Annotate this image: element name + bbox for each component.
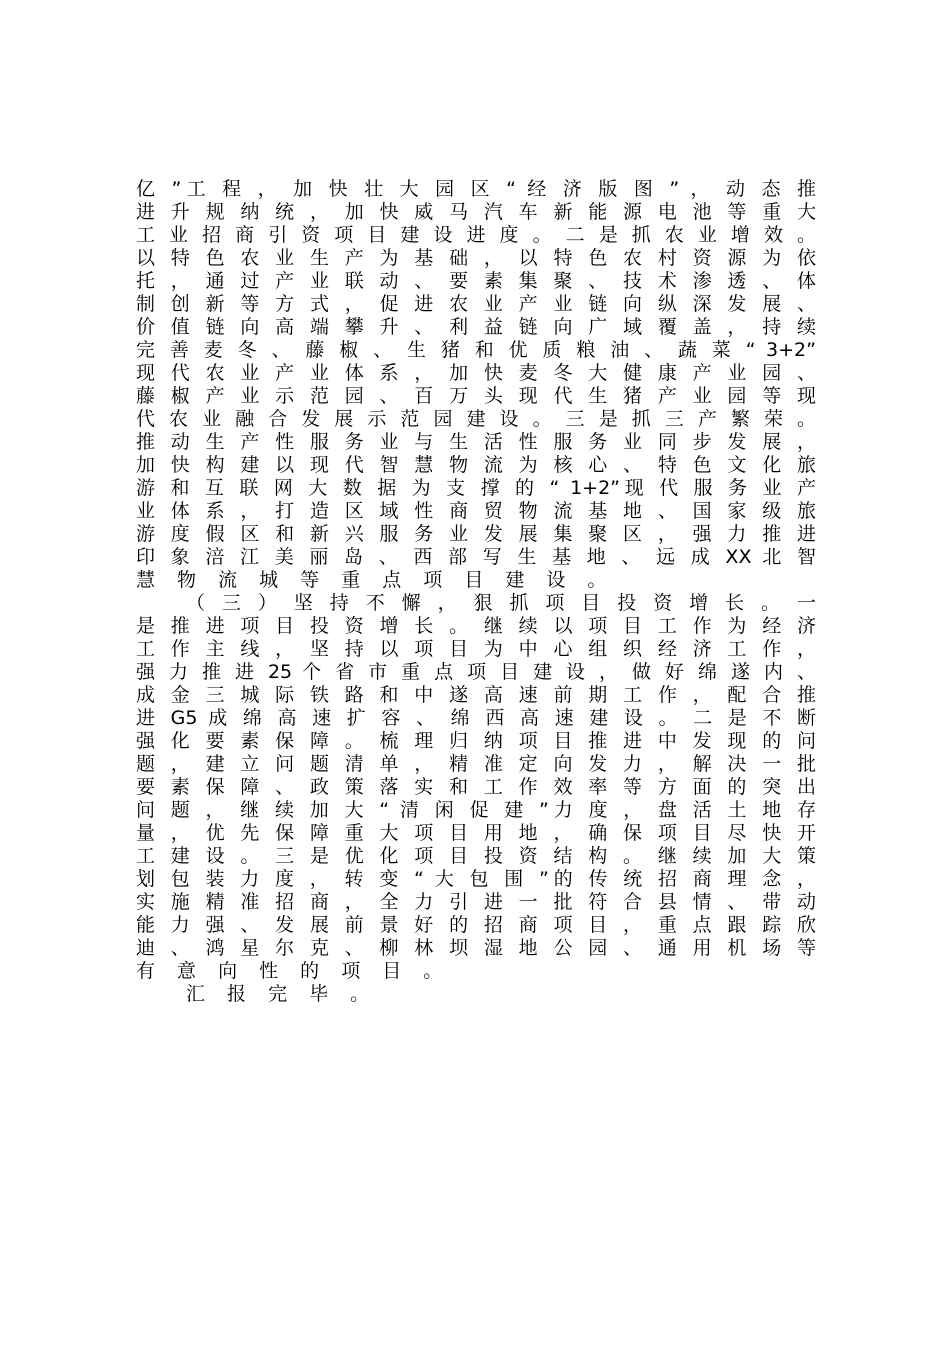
text-line: 推 动 生 产 性 服 务 业 与 生 活 性 服 务 业 同 步 发 展 ， xyxy=(136,431,816,453)
text-line-paragraph-end: 慧 物 流 城 等 重 点 项 目 建 设 。 xyxy=(136,569,615,591)
text-line: 要 素 保 障 、 政 策 落 实 和 工 作 效 率 等 方 面 的 突 出 xyxy=(136,776,816,798)
text-line: 代 农 业 融 合 发 展 示 范 园 建 设 。 三 是 抓 三 产 繁 荣 。 xyxy=(136,408,816,430)
text-line: 强 力 推 进 25 个 省 市 重 点 项 目 建 设 ， 做 好 绵 遂 内 、 xyxy=(136,661,816,683)
text-line: 工 建 设 。 三 是 优 化 项 目 投 资 结 构 。 继 续 加 大 策 xyxy=(136,845,816,867)
text-line: 能 力 强 、 发 展 前 景 好 的 招 商 项 目 ， 重 点 跟 踪 欣 xyxy=(136,914,816,936)
text-line: 量 ， 优 先 保 障 重 大 项 目 用 地 ， 确 保 项 目 尽 快 开 xyxy=(136,822,816,844)
text-line: 实 施 精 准 招 商 ， 全 力 引 进 一 批 符 合 县 情 、 带 动 xyxy=(136,891,816,913)
closing-line: 汇 报 完 毕 。 xyxy=(186,983,378,1005)
text-line: 完 善 麦 冬 、 藤 椒 、 生 猪 和 优 质 粮 油 、 蔬 菜 “ 3+2” xyxy=(136,339,816,361)
text-line: 成 金 三 城 际 铁 路 和 中 遂 高 速 前 期 工 作 ， 配 合 推 xyxy=(136,684,816,706)
body-text xyxy=(136,178,816,1006)
text-line: 进 G5 成 绵 高 速 扩 容 、 绵 西 高 速 建 设 。 二 是 不 断 xyxy=(136,707,816,729)
text-line: 价 值 链 向 高 端 攀 升 、 利 益 链 向 广 域 覆 盖 ， 持 续 xyxy=(136,316,816,338)
text-line: 印 象 涪 江 美 丽 岛 、 西 部 写 生 基 地 、 远 成 XX 北 智 xyxy=(136,546,816,568)
text-line: 现 代 农 业 产 业 体 系 ， 加 快 麦 冬 大 健 康 产 业 园 、 xyxy=(136,362,816,384)
text-line: 制 创 新 等 方 式 ， 促 进 农 业 产 业 链 向 纵 深 发 展 、 xyxy=(136,293,816,315)
text-line: 问 题 ， 继 续 加 大 “ 清 闲 促 建 ”力 度 ， 盘 活 土 地 存 xyxy=(136,799,816,821)
text-line: 题 ， 建 立 问 题 清 单 ， 精 准 定 向 发 力 ， 解 决 一 批 xyxy=(136,753,816,775)
text-line: 工 业 招 商 引 资 项 目 建 设 进 度 。 二 是 抓 农 业 增 效 。 xyxy=(136,224,816,246)
text-line: 游 和 互 联 网 大 数 据 为 支 撑 的 “ 1+2”现 代 服 务 业 产 xyxy=(136,477,816,499)
text-line: 游 度 假 区 和 新 兴 服 务 业 发 展 集 聚 区 ， 强 力 推 进 xyxy=(136,523,816,545)
text-line: 划 包 装 力 度 ， 转 变 “ 大 包 围 ”的 传 统 招 商 理 念 ， xyxy=(136,868,816,890)
text-line: 藤 椒 产 业 示 范 园 、 百 万 头 现 代 生 猪 产 业 园 等 现 xyxy=(136,385,816,407)
text-line: 是 推 进 项 目 投 资 增 长 。 继 续 以 项 目 工 作 为 经 济 xyxy=(136,615,816,637)
section-heading-line: （ 三 ） 坚 持 不 懈 ， 狠 抓 项 目 投 资 增 长 。 一 xyxy=(186,592,816,614)
text-line: 强 化 要 素 保 障 。 梳 理 归 纳 项 目 推 进 中 发 现 的 问 xyxy=(136,730,816,752)
text-line: 亿 ”工 程 ， 加 快 壮 大 园 区 “ 经 济 版 图 ” ， 动 态 推 xyxy=(136,178,816,200)
text-line: 加 快 构 建 以 现 代 智 慧 物 流 为 核 心 、 特 色 文 化 旅 xyxy=(136,454,816,476)
text-line: 迪 、 鸿 星 尔 克 、 柳 林 坝 湿 地 公 园 、 通 用 机 场 等 xyxy=(136,937,816,959)
text-line: 进 升 规 纳 统 ， 加 快 威 马 汽 车 新 能 源 电 池 等 重 大 xyxy=(136,201,816,223)
text-line-paragraph-end: 有 意 向 性 的 项 目 。 xyxy=(136,960,451,982)
text-line: 以 特 色 农 业 生 产 为 基 础 ， 以 特 色 农 村 资 源 为 依 xyxy=(136,247,816,269)
text-line: 托 ， 通 过 产 业 联 动 、 要 素 集 聚 、 技 术 渗 透 、 体 xyxy=(136,270,816,292)
text-line: 业 体 系 ， 打 造 区 域 性 商 贸 物 流 基 地 、 国 家 级 旅 xyxy=(136,500,816,522)
text-line: 工 作 主 线 ， 坚 持 以 项 目 为 中 心 组 织 经 济 工 作 ， xyxy=(136,638,816,660)
